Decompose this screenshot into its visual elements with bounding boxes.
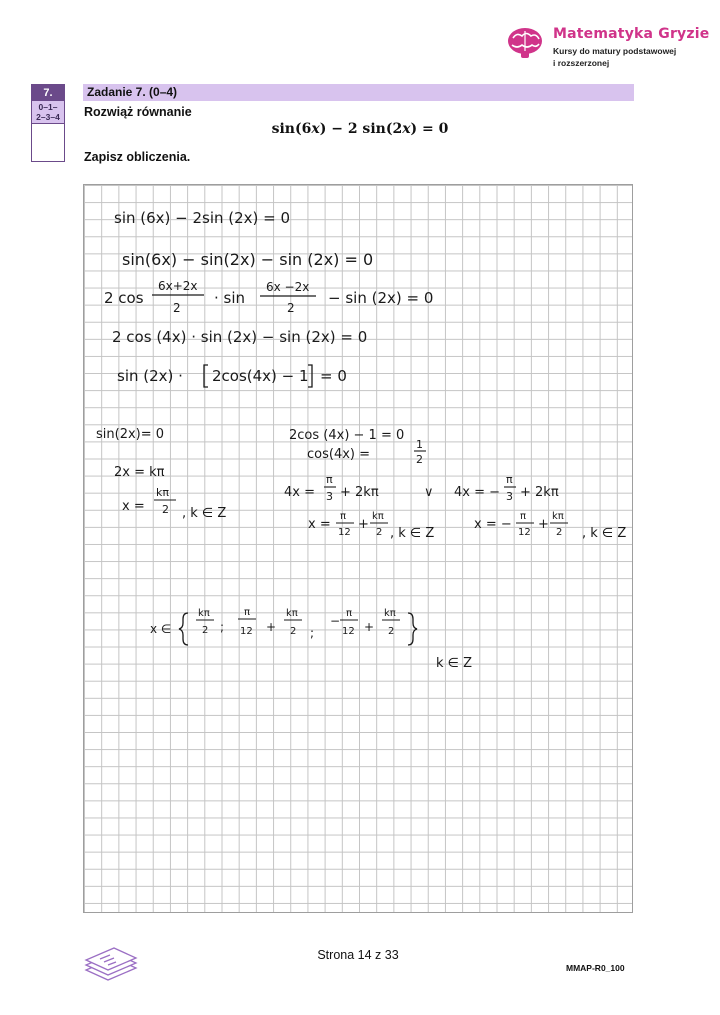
hw-final-d5: 2 — [388, 626, 395, 637]
hw-line-1: sin (6x) − 2sin (2x) = 0 — [114, 209, 291, 227]
hw-final-sep1: ; — [220, 620, 225, 634]
brand-tagline: Kursy do matury podstawowej — [553, 46, 677, 56]
brain-icon — [505, 26, 545, 60]
hw-frac-num-2: 6x −2x — [266, 280, 310, 294]
eq-part-3: ) = 0 — [410, 121, 449, 137]
hw-frac-num-10: kπ — [552, 511, 564, 522]
hw-frac-den-10: 2 — [556, 527, 563, 538]
hw-frac-num: 6x+2x — [158, 279, 198, 293]
hw-right-4-b: + 2kπ — [520, 485, 559, 500]
hw-final-n5: kπ — [384, 608, 396, 619]
hw-frac-den: 2 — [173, 301, 181, 315]
points-line-1: 0–1– — [38, 102, 58, 112]
hw-final-d4: 12 — [342, 626, 355, 637]
hw-final-plus1: + — [266, 620, 277, 634]
hw-left-1: sin(2x)= 0 — [96, 427, 165, 442]
eq-var-1: x — [311, 121, 320, 137]
handwritten-solution — [84, 185, 634, 914]
hw-final-d1: 2 — [202, 625, 209, 636]
hw-final-n2: π — [244, 607, 251, 618]
page-number: Strona 14 z 33 — [317, 948, 399, 962]
hw-left-3-a: x = — [122, 499, 145, 514]
answer-grid[interactable] — [83, 184, 633, 913]
hw-right-5-a: x = — [308, 517, 331, 532]
hw-final-sep2: ; — [310, 626, 315, 640]
hw-frac-den-7: 12 — [338, 527, 351, 538]
eq-part-1: sin(6 — [271, 121, 312, 137]
hw-frac-den-2: 2 — [287, 301, 295, 315]
eq-part-2: ) − 2 sin(2 — [319, 121, 403, 137]
task-equation — [0, 121, 720, 137]
hw-or-sign: ∨ — [424, 485, 434, 500]
hw-left-2: 2x = kπ — [114, 465, 165, 480]
hw-line-3-a: 2 cos — [104, 289, 144, 307]
hw-final-d3: 2 — [290, 626, 297, 637]
eq-var-2: x — [402, 121, 411, 137]
brand-name: Matematyka Gryzie — [553, 26, 710, 42]
hw-frac-den-8: 2 — [376, 527, 383, 538]
hw-frac-num-4: 1 — [416, 438, 423, 451]
hw-right-6-plus: + — [538, 517, 549, 532]
hw-right-2-a: cos(4x) = — [307, 447, 371, 462]
hw-frac-num-9: π — [520, 511, 527, 522]
hw-final-n3: kπ — [286, 608, 298, 619]
hw-right-6-a: x = − — [474, 517, 512, 532]
hw-right-4-a: 4x = − — [454, 485, 501, 500]
points-line-2: 2–3–4 — [36, 112, 60, 122]
hw-frac-den-4: 2 — [416, 453, 423, 466]
hw-left-3-b: , k ∈ Z — [182, 506, 227, 521]
task-header-bar — [83, 84, 634, 101]
hw-final-n4: π — [346, 608, 353, 619]
hw-line-5-b: 2cos(4x) − 1 — [212, 367, 309, 385]
document-code: MMAP-R0_100 — [566, 963, 625, 973]
hw-final-k: k ∈ Z — [436, 656, 473, 671]
hw-final-n1: kπ — [198, 608, 210, 619]
hw-line-3-c: − sin (2x) = 0 — [328, 289, 434, 307]
hw-right-6-b: , k ∈ Z — [582, 526, 627, 541]
hw-right-5-b: , k ∈ Z — [390, 526, 435, 541]
hw-frac-den-3: 2 — [162, 503, 169, 516]
task-instruction: Rozwiąż równanie — [84, 105, 192, 119]
hw-line-5-a: sin (2x) · — [117, 367, 183, 385]
hw-frac-num-6: π — [506, 473, 513, 486]
hw-line-3-b: · sin — [214, 289, 246, 307]
hw-frac-num-3: kπ — [156, 486, 169, 499]
hw-right-1: 2cos (4x) − 1 = 0 — [289, 428, 405, 443]
hw-frac-num-7: π — [340, 511, 347, 522]
hw-right-5-plus: + — [358, 517, 369, 532]
task-instruction-2: Zapisz obliczenia. — [84, 150, 191, 164]
task-title: Zadanie 7. (0–4) — [87, 85, 178, 99]
hw-right-3-a: 4x = — [284, 485, 315, 500]
hw-frac-den-5: 3 — [326, 490, 333, 503]
hw-final-d2: 12 — [240, 626, 253, 637]
hw-frac-den-9: 12 — [518, 527, 531, 538]
hw-line-5-c: = 0 — [320, 367, 347, 385]
hw-frac-den-6: 3 — [506, 490, 513, 503]
task-number: 7. — [32, 85, 64, 101]
brand-header — [505, 24, 715, 74]
hw-final-minus: − — [330, 614, 341, 628]
hw-frac-num-5: π — [326, 473, 333, 486]
hw-final-a: x ∈ — [150, 622, 172, 636]
hw-line-4: 2 cos (4x) · sin (2x) − sin (2x) = 0 — [112, 328, 368, 346]
hw-final-plus2: + — [364, 620, 375, 634]
hw-frac-num-8: kπ — [372, 511, 384, 522]
hw-line-2: sin(6x) − sin(2x) − sin (2x) = 0 — [122, 250, 374, 269]
hw-right-3-b: + 2kπ — [340, 485, 379, 500]
brand-tagline-2: i rozszerzonej — [553, 58, 610, 68]
